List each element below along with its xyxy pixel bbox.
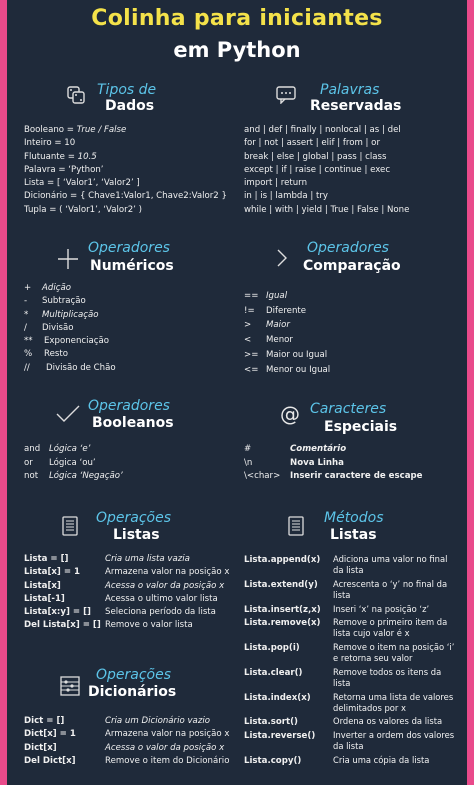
- list-item: % Resto: [24, 349, 68, 360]
- metodo-desc: Adiciona uma valor no final da lista: [333, 554, 448, 575]
- list-document-icon: [62, 516, 78, 540]
- caracteres-heading-line1: Caracteres: [310, 401, 387, 417]
- list-item: > Maior: [244, 320, 290, 331]
- list-item: # Comentário: [244, 444, 347, 454]
- list-item: < Menor: [244, 335, 293, 346]
- list-item: Booleano = True / False: [24, 125, 127, 135]
- cheat-sheet: [7, 0, 467, 785]
- list-item: in | is | lambda | try: [244, 191, 328, 202]
- tipos-heading-line2: Dados: [105, 98, 155, 114]
- list-item: Dict[x] = 1 Armazena valor na posição x: [24, 729, 230, 740]
- list-item: Lista[-1] Acessa o ultimo valor lista: [24, 593, 218, 604]
- metodo-desc: Remove todos os itens da lista: [333, 667, 442, 688]
- list-item: Dict = [] Cria um Dicionário vazio: [24, 716, 210, 726]
- checkmark-icon: [55, 404, 81, 428]
- numericos-heading-line2: Numéricos: [90, 258, 174, 274]
- list-item: \<char> Inserir caractere de escape: [244, 471, 423, 481]
- caracteres-heading-line2: Especiais: [324, 419, 398, 435]
- list-item: Inteiro = 10: [24, 138, 76, 149]
- list-item: Dicionário = { Chave1:Valor1, Chave2:Valor2 }: [24, 191, 227, 202]
- metodo-desc: Retorna uma lista de valores delimitados por x: [333, 692, 454, 713]
- metodo-name: Lista.copy(): [244, 756, 302, 766]
- metodo-name: Lista.sort(): [244, 717, 298, 727]
- booleanos-list: [24, 443, 123, 484]
- metodo-desc: Remove o primeiro item da lista cujo valor é x: [333, 617, 448, 638]
- list-item: - Subtração: [24, 296, 86, 307]
- numericos-heading-line1: Operadores: [88, 240, 170, 256]
- opdic-heading-line2: Dicionários: [88, 684, 177, 700]
- metodo-name: Lista.index(x): [244, 693, 311, 703]
- list-item: and Lógica ‘e’: [24, 444, 91, 454]
- metodo-name: Lista.clear(): [244, 668, 303, 678]
- metodo-name: Lista.append(x): [244, 555, 321, 565]
- metodo-desc: Ordena os valores da lista: [333, 716, 443, 726]
- tipos-list: [24, 124, 227, 217]
- list-item: or Lógica ‘ou’: [24, 457, 96, 468]
- comparacao-heading-line1: Operadores: [307, 240, 389, 256]
- list-item: / Divisão: [24, 322, 74, 333]
- list-item: // Divisão de Chão: [24, 362, 116, 373]
- metodo-name: Lista.pop(i): [244, 643, 300, 653]
- metodo-name: Lista.insert(z,x): [244, 605, 321, 615]
- list-item: + Adição: [24, 283, 71, 293]
- list-document-icon: [288, 516, 304, 540]
- opdic-heading-line1: Operações: [96, 667, 172, 683]
- list-item: != Diferente: [244, 305, 307, 316]
- list-item: Lista[x] Acessa o valor da posição x: [24, 580, 225, 591]
- metodo-name: Lista.remove(x): [244, 618, 321, 628]
- list-item: import | return: [244, 178, 308, 189]
- list-item: \n Nova Linha: [244, 457, 344, 468]
- plus-icon: [57, 248, 79, 274]
- metodos-heading-line2: Listas: [330, 527, 377, 543]
- list-item: Flutuante = 10.5: [24, 151, 97, 162]
- list-item: Tupla = ( ‘Valor1’, ‘Valor2’ ): [24, 204, 142, 215]
- comparacao-list: [244, 289, 330, 377]
- opdic-list: [24, 715, 230, 768]
- at-sign-icon: @: [280, 402, 300, 426]
- metodo-desc: Inverter a ordem dos valores da lista: [333, 730, 455, 751]
- metodo-desc: Inseri ‘x’ na posição ‘z’: [333, 604, 430, 614]
- list-item: except | if | raise | continue | exec: [244, 164, 391, 175]
- chat-bubble-icon: [276, 86, 296, 108]
- list-item: == Igual: [244, 291, 288, 301]
- list-item: <= Menor ou Igual: [244, 364, 331, 375]
- list-item: ** Exponenciação: [24, 336, 110, 347]
- comparacao-heading-line2: Comparação: [303, 258, 401, 274]
- dice-icon: [67, 86, 85, 108]
- list-item: not Lógica ‘Negação’: [24, 471, 123, 481]
- palavras-list: [244, 124, 409, 217]
- list-item: >= Maior ou Igual: [244, 349, 328, 360]
- palavras-heading-line1: Palavras: [320, 82, 380, 98]
- palavras-heading-line2: Reservadas: [310, 98, 402, 114]
- title-line2: em Python: [173, 38, 301, 62]
- metodo-desc: Cria uma cópia da lista: [333, 755, 430, 765]
- list-item: Del Lista[x] = [] Remove o valor lista: [24, 620, 193, 631]
- metodo-name: Lista.extend(y): [244, 580, 318, 590]
- list-item: Lista = [ ‘Valor1’, ‘Valor2’ ]: [24, 178, 140, 189]
- metodo-name: Lista.reverse(): [244, 731, 316, 741]
- oplistas-list: [24, 553, 230, 633]
- booleanos-heading-line1: Operadores: [88, 398, 170, 414]
- oplistas-heading-line1: Operações: [96, 510, 172, 526]
- list-item: for | not | assert | elif | from | or: [244, 138, 380, 149]
- metodo-desc: Acrescenta o ‘y’ no final da lista: [333, 579, 448, 600]
- title-line1: Colinha para iniciantes: [91, 6, 383, 31]
- tipos-heading-line1: Tipos de: [97, 82, 157, 98]
- chevron-right-icon: [275, 248, 289, 272]
- metodo-desc: Remove o item na posição ‘i’ e retorna seu valor: [333, 642, 455, 663]
- list-item: Dict[x] Acessa o valor da posição x: [24, 742, 225, 753]
- list-item: Lista[x:y] = [] Seleciona período da lista: [24, 607, 216, 618]
- list-item: break | else | global | pass | class: [244, 151, 387, 162]
- oplistas-heading-line2: Listas: [113, 527, 160, 543]
- metodos-heading-line1: Métodos: [324, 510, 384, 526]
- booleanos-heading-line2: Booleanos: [92, 415, 174, 431]
- list-item: while | with | yield | True | False | None: [244, 204, 410, 215]
- list-item: Del Dict[x] Remove o item do Dicionário: [24, 755, 230, 766]
- numericos-list: [24, 282, 116, 375]
- list-item: * Multiplicação: [24, 309, 99, 320]
- caracteres-list: [244, 443, 422, 484]
- abacus-icon: [60, 676, 80, 700]
- list-item: Lista[x] = 1 Armazena valor na posição x: [24, 567, 230, 578]
- list-item: and | def | finally | nonlocal | as | del: [244, 125, 401, 135]
- list-item: Lista = [] Cria uma lista vazia: [24, 554, 190, 564]
- list-item: Palavra = ‘Python’: [24, 164, 104, 175]
